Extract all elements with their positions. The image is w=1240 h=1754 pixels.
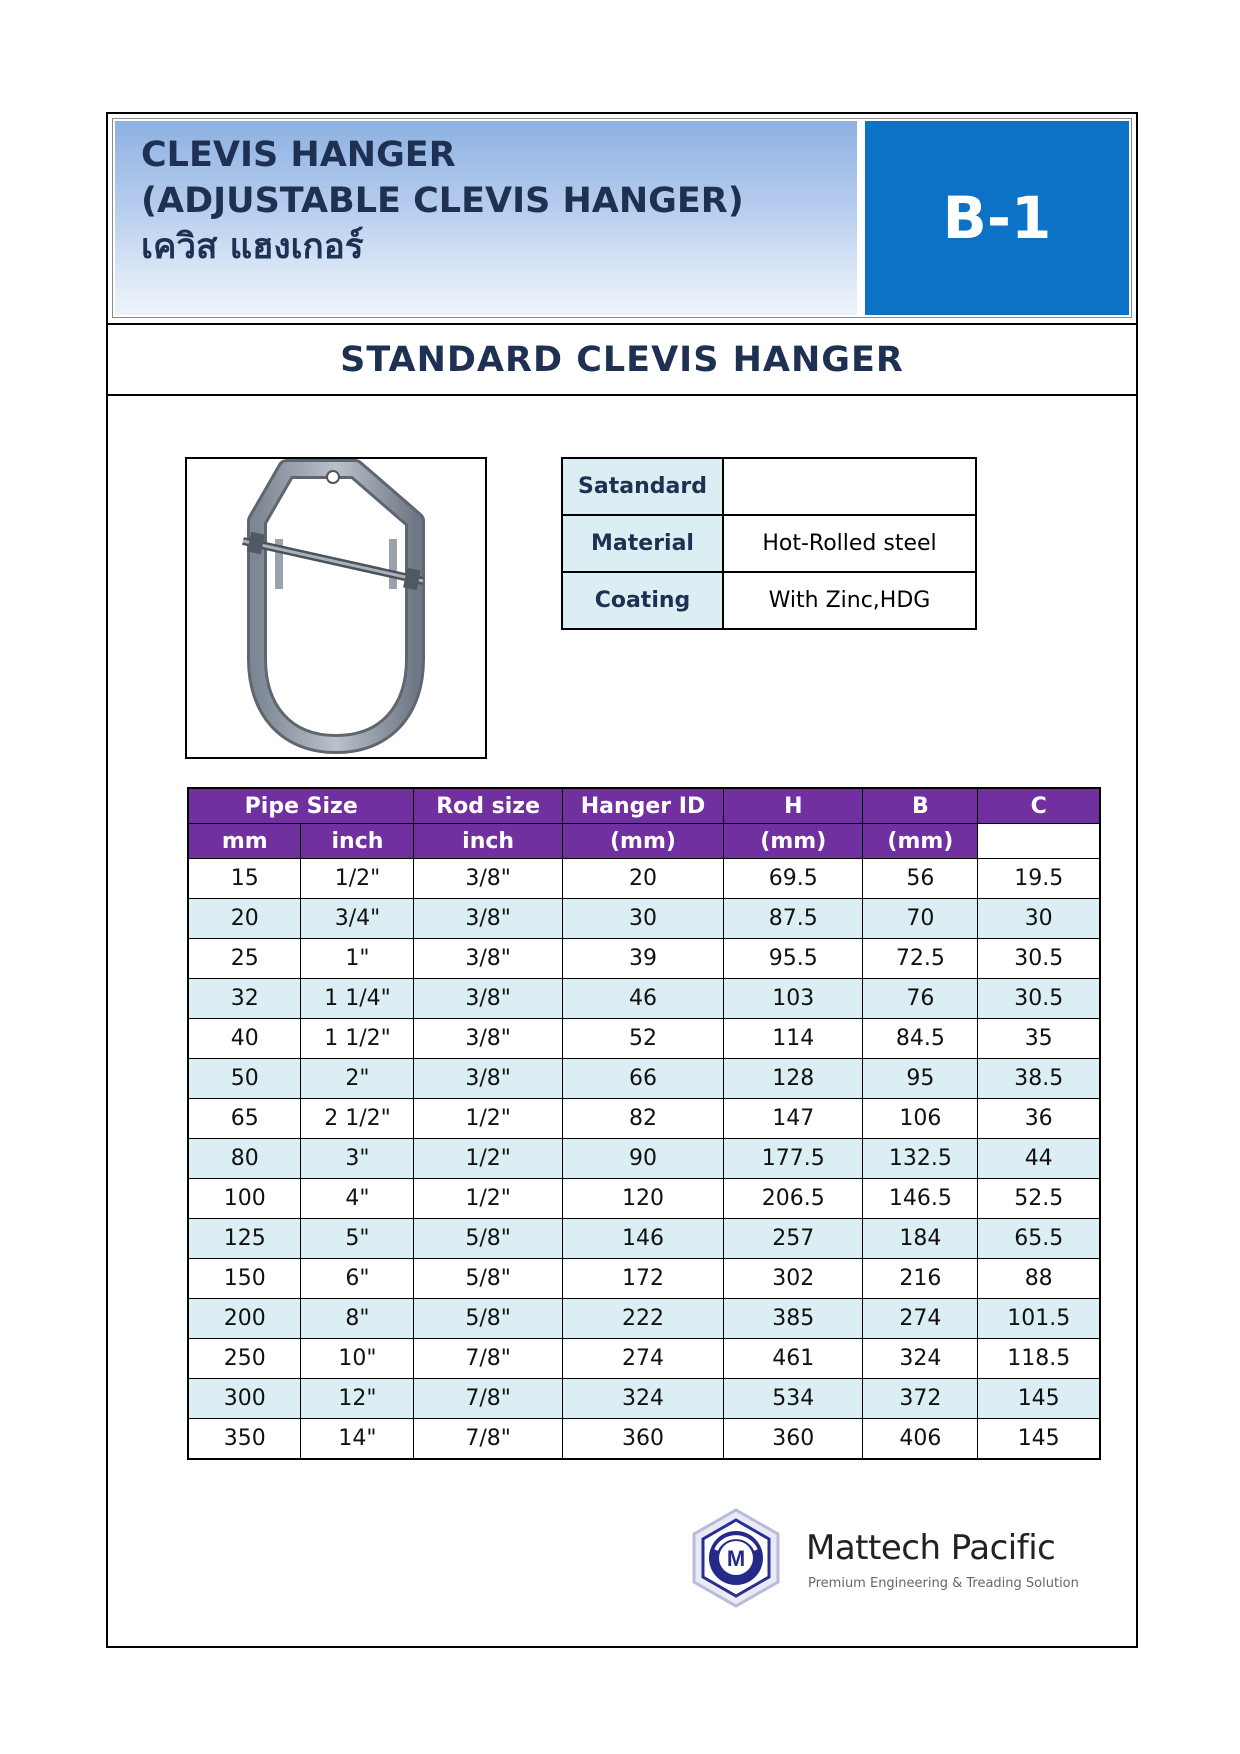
table-row xyxy=(188,1019,1100,1059)
table-row xyxy=(188,1259,1100,1299)
table-cell: 66 xyxy=(562,1059,723,1099)
header xyxy=(112,118,1132,318)
table-row xyxy=(188,939,1100,979)
table-cell: 52 xyxy=(562,1019,723,1059)
header-unit-b-mm: (mm) xyxy=(863,824,978,859)
table-cell: 406 xyxy=(863,1419,978,1460)
table-cell: 172 xyxy=(562,1259,723,1299)
table-cell: 40 xyxy=(188,1019,301,1059)
table-cell: 257 xyxy=(724,1219,863,1259)
title-line-2: (ADJUSTABLE CLEVIS HANGER) xyxy=(141,181,744,221)
header-rod-size: Rod size xyxy=(414,788,562,824)
table-cell: 8" xyxy=(301,1299,414,1339)
table-cell: 324 xyxy=(863,1339,978,1379)
spec-label: Coating xyxy=(562,572,723,629)
table-cell: 70 xyxy=(863,899,978,939)
table-cell: 3/8" xyxy=(414,1059,562,1099)
table-cell: 250 xyxy=(188,1339,301,1379)
table-cell: 145 xyxy=(978,1379,1100,1419)
spec-value: Hot-Rolled steel xyxy=(723,515,976,572)
table-cell: 5/8" xyxy=(414,1259,562,1299)
table-header-row-2 xyxy=(188,824,1100,859)
header-unit-mm: mm xyxy=(188,824,301,859)
header-h: H xyxy=(724,788,863,824)
header-title-panel xyxy=(115,121,857,315)
table-cell: 3/8" xyxy=(414,979,562,1019)
table-cell: 5" xyxy=(301,1219,414,1259)
table-cell: 200 xyxy=(188,1299,301,1339)
header-unit-inch: inch xyxy=(301,824,414,859)
table-cell: 103 xyxy=(724,979,863,1019)
table-row xyxy=(188,979,1100,1019)
table-cell: 50 xyxy=(188,1059,301,1099)
table-cell: 3/8" xyxy=(414,1019,562,1059)
header-hanger-id: Hanger ID xyxy=(562,788,723,824)
brand-name: Mattech Pacific xyxy=(806,1528,1056,1568)
table-cell: 125 xyxy=(188,1219,301,1259)
table-cell: 30.5 xyxy=(978,939,1100,979)
table-row xyxy=(188,1299,1100,1339)
table-cell: 1/2" xyxy=(414,1099,562,1139)
table-cell: 360 xyxy=(562,1419,723,1460)
table-cell: 80 xyxy=(188,1139,301,1179)
table-row xyxy=(188,1059,1100,1099)
table-row xyxy=(188,1379,1100,1419)
table-cell: 7/8" xyxy=(414,1379,562,1419)
table-row xyxy=(188,1179,1100,1219)
table-cell: 30.5 xyxy=(978,979,1100,1019)
table-cell: 2" xyxy=(301,1059,414,1099)
table-cell: 300 xyxy=(188,1379,301,1419)
header-b: B xyxy=(863,788,978,824)
table-cell: 216 xyxy=(863,1259,978,1299)
spec-row-standard xyxy=(562,458,976,515)
table-cell: 147 xyxy=(724,1099,863,1139)
table-row xyxy=(188,1419,1100,1460)
table-cell: 20 xyxy=(188,899,301,939)
header-unit-hanger-mm: (mm) xyxy=(562,824,723,859)
table-row xyxy=(188,1139,1100,1179)
table-cell: 146.5 xyxy=(863,1179,978,1219)
table-cell: 20 xyxy=(562,859,723,899)
table-row xyxy=(188,1339,1100,1379)
table-cell: 44 xyxy=(978,1139,1100,1179)
table-cell: 274 xyxy=(562,1339,723,1379)
table-cell: 1 1/4" xyxy=(301,979,414,1019)
table-cell: 360 xyxy=(724,1419,863,1460)
table-cell: 3" xyxy=(301,1139,414,1179)
table-cell: 324 xyxy=(562,1379,723,1419)
table-cell: 5/8" xyxy=(414,1219,562,1259)
table-cell: 35 xyxy=(978,1019,1100,1059)
spec-row-material xyxy=(562,515,976,572)
table-cell: 84.5 xyxy=(863,1019,978,1059)
table-cell: 106 xyxy=(863,1099,978,1139)
table-cell: 1 1/2" xyxy=(301,1019,414,1059)
table-cell: 114 xyxy=(724,1019,863,1059)
table-cell: 95 xyxy=(863,1059,978,1099)
table-cell: 3/8" xyxy=(414,899,562,939)
table-cell: 120 xyxy=(562,1179,723,1219)
table-cell: 274 xyxy=(863,1299,978,1339)
table-cell: 52.5 xyxy=(978,1179,1100,1219)
clevis-hanger-illustration-icon xyxy=(187,459,485,757)
company-logo xyxy=(688,1506,1128,1616)
table-cell: 46 xyxy=(562,979,723,1019)
table-cell: 1/2" xyxy=(414,1179,562,1219)
logo-mark-letter: M xyxy=(726,1546,746,1571)
table-cell: 95.5 xyxy=(724,939,863,979)
table-cell: 82 xyxy=(562,1099,723,1139)
table-cell: 69.5 xyxy=(724,859,863,899)
header-unit-h-mm: (mm) xyxy=(724,824,863,859)
table-cell: 302 xyxy=(724,1259,863,1299)
brand-tagline: Premium Engineering & Treading Solution xyxy=(808,1576,1079,1591)
table-cell: 14" xyxy=(301,1419,414,1460)
table-row xyxy=(188,859,1100,899)
table-header-row-1 xyxy=(188,788,1100,824)
datasheet-frame xyxy=(106,112,1138,1648)
table-cell: 1" xyxy=(301,939,414,979)
dimensions-table xyxy=(187,787,1101,1460)
table-cell: 6" xyxy=(301,1259,414,1299)
header-pipe-size: Pipe Size xyxy=(188,788,414,824)
table-cell: 30 xyxy=(978,899,1100,939)
table-cell: 206.5 xyxy=(724,1179,863,1219)
spec-value xyxy=(723,458,976,515)
table-cell: 5/8" xyxy=(414,1299,562,1339)
table-cell: 372 xyxy=(863,1379,978,1419)
table-cell: 87.5 xyxy=(724,899,863,939)
title-line-1: CLEVIS HANGER xyxy=(141,135,456,175)
table-row xyxy=(188,899,1100,939)
table-body xyxy=(188,859,1100,1460)
table-cell: 100 xyxy=(188,1179,301,1219)
spec-value: With Zinc,HDG xyxy=(723,572,976,629)
table-cell: 90 xyxy=(562,1139,723,1179)
spec-label: Material xyxy=(562,515,723,572)
table-cell: 38.5 xyxy=(978,1059,1100,1099)
table-cell: 88 xyxy=(978,1259,1100,1299)
product-code-badge: B-1 xyxy=(865,121,1129,315)
table-cell: 2 1/2" xyxy=(301,1099,414,1139)
table-cell: 4" xyxy=(301,1179,414,1219)
table-cell: 65 xyxy=(188,1099,301,1139)
table-cell: 461 xyxy=(724,1339,863,1379)
table-row xyxy=(188,1219,1100,1259)
table-cell: 25 xyxy=(188,939,301,979)
spec-row-coating xyxy=(562,572,976,629)
title-line-thai: เควิส แฮงเกอร์ xyxy=(141,227,364,267)
table-cell: 32 xyxy=(188,979,301,1019)
table-cell: 534 xyxy=(724,1379,863,1419)
table-cell: 385 xyxy=(724,1299,863,1339)
spec-label: Satandard xyxy=(562,458,723,515)
mattech-hexagon-logo-icon xyxy=(688,1506,784,1610)
table-cell: 128 xyxy=(724,1059,863,1099)
table-cell: 30 xyxy=(562,899,723,939)
table-cell: 39 xyxy=(562,939,723,979)
table-cell: 132.5 xyxy=(863,1139,978,1179)
header-c: C xyxy=(978,788,1100,824)
table-cell: 1/2" xyxy=(414,1139,562,1179)
table-cell: 146 xyxy=(562,1219,723,1259)
table-cell: 7/8" xyxy=(414,1419,562,1460)
table-cell: 7/8" xyxy=(414,1339,562,1379)
table-cell: 101.5 xyxy=(978,1299,1100,1339)
table-row xyxy=(188,1099,1100,1139)
table-cell: 15 xyxy=(188,859,301,899)
table-cell: 19.5 xyxy=(978,859,1100,899)
table-cell: 222 xyxy=(562,1299,723,1339)
table-cell: 56 xyxy=(863,859,978,899)
table-cell: 72.5 xyxy=(863,939,978,979)
table-cell: 76 xyxy=(863,979,978,1019)
section-title: STANDARD CLEVIS HANGER xyxy=(108,323,1136,396)
table-cell: 3/4" xyxy=(301,899,414,939)
table-cell: 118.5 xyxy=(978,1339,1100,1379)
spec-table xyxy=(561,457,977,630)
table-cell: 65.5 xyxy=(978,1219,1100,1259)
table-cell: 350 xyxy=(188,1419,301,1460)
table-cell: 150 xyxy=(188,1259,301,1299)
table-cell: 145 xyxy=(978,1419,1100,1460)
table-cell: 12" xyxy=(301,1379,414,1419)
table-cell: 10" xyxy=(301,1339,414,1379)
header-unit-rod-inch: inch xyxy=(414,824,562,859)
table-cell: 36 xyxy=(978,1099,1100,1139)
table-cell: 184 xyxy=(863,1219,978,1259)
product-image xyxy=(185,457,487,759)
table-cell: 1/2" xyxy=(301,859,414,899)
table-cell: 3/8" xyxy=(414,939,562,979)
table-cell: 177.5 xyxy=(724,1139,863,1179)
table-cell: 3/8" xyxy=(414,859,562,899)
